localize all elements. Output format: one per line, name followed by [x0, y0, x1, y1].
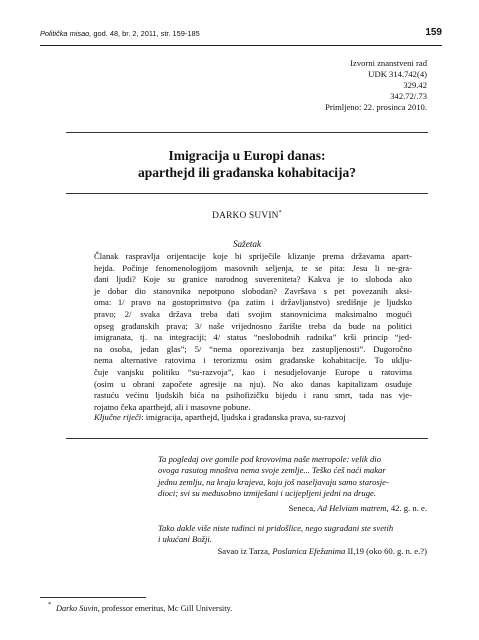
- article-title: [66, 147, 428, 181]
- attribution-date: , 42. g. n. e.: [386, 503, 427, 513]
- abstract-line: čuje vanjsku politiku “su-razvoja”, kao i nesudjelovanje Europe u ratovima: [94, 366, 412, 377]
- header-rule: [40, 45, 442, 46]
- epigraph-attribution: [217, 546, 427, 556]
- footnote-author: Darko Suvin: [56, 604, 98, 613]
- journal-details: god. 48, br. 2, 2011, str. 159-185: [91, 29, 200, 38]
- abstract-line: rojatno čeka aparthejd, ali i masovne pobune.: [94, 401, 251, 412]
- abstract-line: đani ljudi? Koje su granice narodnog suvereniteta? Kakva je to sloboda ako: [94, 274, 412, 285]
- abstract-line: nema alternative ratovima i terorizmu osim građanske kohabitacije. To uklju-: [94, 355, 412, 366]
- section-rule: [66, 438, 428, 439]
- abstract-line: hejda. Počinje fenomenologijom masovnih seljenja, te se pita: Jesu li ne-gra-: [94, 262, 412, 273]
- footnote-rule: [40, 597, 146, 598]
- footnote-mark: *: [48, 601, 52, 608]
- epigraph-line: ovoga rasutog mnoštva nema svoje zemlje... Teško ćeš naći makar: [158, 465, 386, 476]
- author-name: DARKO SUVIN: [212, 211, 279, 222]
- epigraph-line: dioci; svi su međusobno izmiješani i ucijepljeni jedni na druge.: [158, 488, 376, 499]
- epigraph-line: Ta pogledaj ove gomile pod krovovima naše metropole: velik dio: [158, 454, 382, 464]
- epigraph-line: Tako dakle više niste tuđinci ni pridošlice, nego sugrađani ste svetih: [158, 523, 394, 533]
- attribution-author: Savao iz Tarza,: [217, 546, 273, 556]
- abstract-line: (osim u obrani započete agresije na nju). No ako danas kapitalizam osuđuje: [94, 378, 412, 389]
- abstract-heading: Sažetak: [232, 239, 262, 249]
- abstract-line: opseg građanskih prava; 3/ naše vrijednosno žarište treba da bude na politici: [94, 320, 412, 331]
- author-byline: [66, 210, 428, 221]
- keywords-label: Ključne riječi: [94, 412, 142, 422]
- meta-line: Izvorni znanstveni rad: [350, 58, 427, 68]
- abstract-line: rastuću većinu ljudskih bića na psihofizičku bijedu i ranu smrt, tada nas vje-: [94, 390, 412, 401]
- meta-line: 329.42: [403, 80, 427, 90]
- running-head: [40, 29, 442, 43]
- title-rule-bottom: [66, 193, 428, 194]
- abstract-line: oma: 1/ pravo na gostoprimstvo (pa zatim i državljanstvo) središnje je ljudsko: [94, 297, 412, 308]
- journal-name: Politička misao,: [40, 29, 92, 38]
- meta-line: Primljeno: 22. prosinca 2010.: [325, 102, 427, 112]
- epigraph-line: i ukućani Božji.: [158, 534, 212, 545]
- abstract-line: je dobar dio stanovnika nepotpuno slobodan? Završava s pet povezanih aksi-: [94, 285, 412, 296]
- keywords-text: : imigracija, aparthejd, ljudska i građanska prava, su-razvoj: [141, 412, 346, 422]
- title-rule-top: [66, 132, 428, 133]
- page-number: 159: [425, 27, 442, 38]
- epigraph-seneca: [158, 454, 389, 500]
- epigraph-line: jednu zemlju, na kraju krajeva, koju još naseljavaju samo starosje-: [158, 476, 389, 487]
- abstract-line: pravo; 2/ svaka država treba dati svojim stanovnicima maksimalno mogući: [94, 308, 412, 319]
- attribution-author: Seneca,: [288, 503, 318, 513]
- epigraph-paul: [158, 523, 393, 546]
- epigraph-attribution: [289, 503, 427, 513]
- attribution-work: Poslanica Efežanima: [272, 546, 346, 556]
- title-line: Imigracija u Europi danas:: [168, 148, 326, 163]
- abstract-line: na osoba, jedan glas”; 5/ “nema oporezivanja bez zastupljenosti”. Dugoročno: [94, 343, 412, 354]
- footnote-text: , professor emeritus, Mc Gill University.: [97, 604, 233, 613]
- attribution-work: Ad Helviam matrem: [317, 503, 387, 513]
- article-metadata: [325, 58, 427, 113]
- abstract-line: imigranata, tj. na integraciji; 4/ status “neslobodnih radnika” krši princip “jed-: [94, 332, 412, 343]
- meta-line: UDK 314.742(4): [368, 69, 427, 79]
- keywords: [94, 412, 424, 422]
- title-line: aparthejd ili građanska kohabitacija?: [138, 165, 356, 180]
- abstract-body: [94, 251, 412, 413]
- meta-line: 342.72/.73: [390, 91, 427, 101]
- footnote: [48, 601, 233, 613]
- abstract-line: Članak raspravlja orijentacije koje bi spriječile klizanje prema državama apart-: [94, 251, 412, 261]
- attribution-date: II,19 (oko 60. g. n. e.?): [345, 546, 427, 556]
- author-footnote-mark: *: [278, 210, 282, 216]
